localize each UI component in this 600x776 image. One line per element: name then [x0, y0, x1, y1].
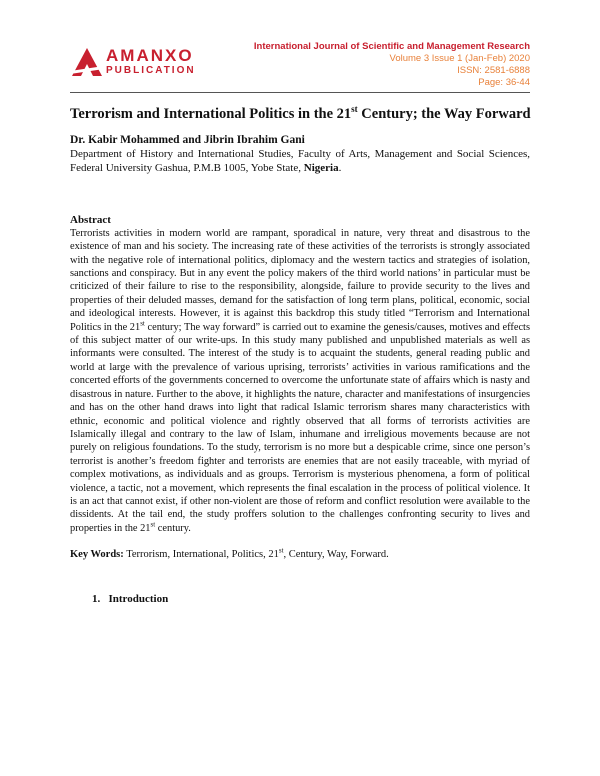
author-affiliation: Department of History and International Studies, Faculty of Arts, Management and Social Sciences, Federal University Gashua, P.M.B 1005, Yobe State, Nigeria.: [70, 147, 530, 174]
abstract-heading: Abstract: [70, 213, 111, 226]
journal-issn: ISSN: 2581-6888: [457, 65, 530, 76]
journal-volume: Volume 3 Issue 1 (Jan-Feb) 2020: [389, 53, 530, 64]
logo-triangle-icon: [70, 44, 104, 78]
section-heading-introduction: 1. Introduction: [92, 593, 169, 606]
journal-pages: Page: 36-44: [478, 77, 530, 88]
journal-info: [254, 41, 530, 89]
paper-authors: Dr. Kabir Mohammed and Jibrin Ibrahim Gani: [70, 133, 305, 146]
affiliation-country: Nigeria: [303, 161, 339, 174]
header-divider: [70, 92, 530, 93]
keywords: Key Words: Terrorism, International, Politics, 21st, Century, Way, Forward.: [70, 546, 389, 561]
logo-subtitle: PUBLICATION: [106, 65, 196, 76]
publisher-logo: [70, 44, 220, 80]
logo-wordmark: AMANXO: [106, 46, 194, 65]
abstract-text: Terrorists activities in modern world are rampant, sporadical in nature, very threat and disastrous to the existence of man and his society. The increasing rate of these activities of the terrorists is strongly associated with the negative role of international politics, diplomacy and the western tactics and strategies of isolation, sanctions and conspiracy. But in any event the policy makers of the third world nations’ in particular must be criticized of their failure to rise to the responsibility, alongside, failure to provide security to the lives and properties of their deluded masses, demand for the satisfaction of long term plans, political, economic, social and ideological interests. However, it is against this backdrop this study titled “Terrorism and International Politics in the 21st century; The way forward” is carried out to examine the genesis/causes, motives and effects of this subject matter of our write-ups. In this study many published and unpublished materials as well as informants were consulted. The interest of the study is to acquaint the students, general reading public and world at large with the prevalence of various uprising, terrorists’ activities in various ramifications and the concerted efforts of the governments concerned to overcome the unfortunate state of affairs which is nasty and disastrous in nature. Further to the above, it highlights the nature, character and manifestations of insurgencies and has on the other hand draws into light that radical Islamic terrorism shares many characteristics with ethnic, economic and political violence and rightly observed that all forms of terrorists activities are Islamically illegal and contrary to the law of Islam, inhumane and irreligious movements because are not purely on religious foundations. To the study, terrorism is no more but a despicable crime, since one person’s terrorist is another’s freedom fighter and terrorists are enemies that are not easily traceable, with myriad of complex motivations, as individuals and as groups. Terrorism is mysterious phenomena, a form of political violence, a tactic, not a movement, which represents the final escalation in the process of political violence. It is an act that cannot exist, if other non-violent are those of reform and conflict resolution were available to the dissidents. At the tail end, the study proffers solution to the challenges confronting security to lives and properties in the 21st century.: [70, 227, 530, 534]
keywords-label: Key Words:: [70, 549, 124, 561]
paper-body: [70, 100, 530, 606]
journal-name: International Journal of Scientific and Management Research: [253, 41, 530, 52]
paper-title: Terrorism and International Politics in the 21st Century; the Way Forward: [70, 104, 531, 122]
journal-header: [0, 0, 600, 100]
